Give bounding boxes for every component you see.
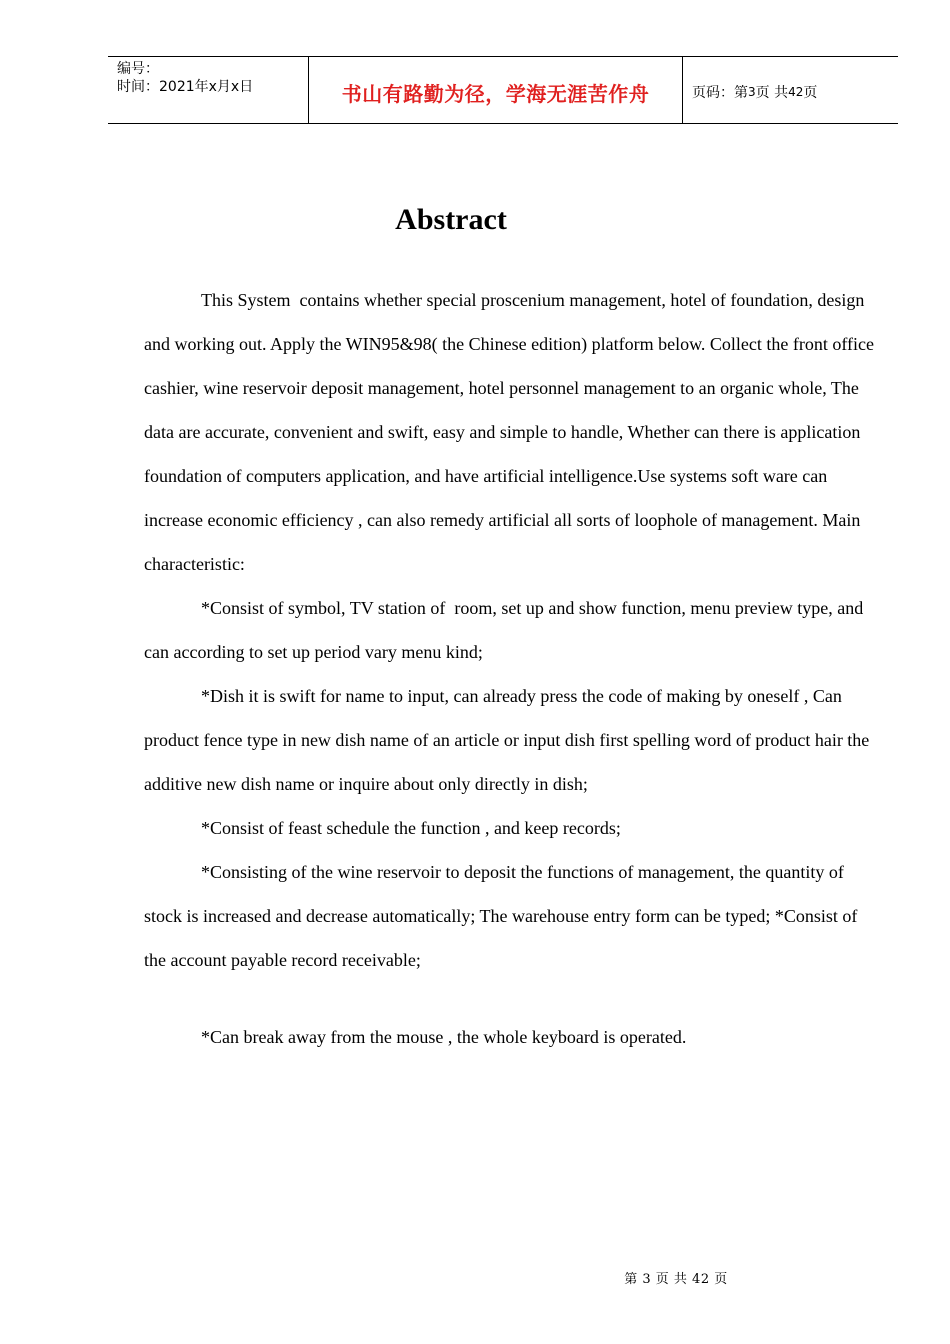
page-header xyxy=(108,56,898,124)
abstract-body xyxy=(144,278,879,1059)
page-total: 42 xyxy=(788,85,804,99)
page-mid: 页 共 xyxy=(755,85,789,101)
header-page-cell xyxy=(683,57,898,123)
page-prefix: 页码：第 xyxy=(692,85,748,101)
paragraph-feature-keyboard: *Can break away from the mouse , the whole keyboard is operated. xyxy=(201,1027,687,1047)
paragraph-feature-feast: *Consist of feast schedule the function , and keep records; xyxy=(201,818,621,838)
header-motto: 书山有路勤为径，学海无涯苦作舟 xyxy=(341,81,650,106)
date-label: 时间：2021年x月x日 xyxy=(117,79,254,95)
paragraph-feature-dish: *Dish it is swift for name to input, can already press the code of making by oneself , Can product fence type in new dish name of an article or input dish first spelling word of product hair the additive new dish name or inquire about only directly in dish; xyxy=(144,686,874,794)
page-title: Abstract xyxy=(395,203,507,236)
header-motto-cell xyxy=(309,57,683,123)
page-footer: 第 3 页 共 42 页 xyxy=(624,1272,728,1287)
serial-number-label: 编号： xyxy=(117,61,159,77)
page-current: 3 xyxy=(748,85,756,99)
paragraph-feature-symbol: *Consist of symbol, TV station of room, set up and show function, menu preview type, and can according to set up period vary menu kind; xyxy=(144,598,868,662)
paragraph-feature-wine: *Consisting of the wine reservoir to deposit the functions of management, the quantity of stock is increased and decrease automatically; The warehouse entry form can be typed; *Consist of the account payable record receivable; xyxy=(144,862,862,970)
header-info-cell xyxy=(108,57,309,123)
paragraph-intro: This System contains whether special proscenium management, hotel of foundation, design and working out. Apply the WIN95&98( the Chinese edition) platform below. Collect the front office cashier, wine reservoir deposit management, hotel personnel management to an organic whole, The data are accurate, convenient and swift, easy and simple to handle, Whether can there is application foundation of computers application, and have artificial intelligence.Use systems soft ware can increase economic efficiency , can also remedy artificial all sorts of loophole of management. Main characteristic: xyxy=(144,290,879,574)
page-suffix: 页 xyxy=(803,85,818,101)
